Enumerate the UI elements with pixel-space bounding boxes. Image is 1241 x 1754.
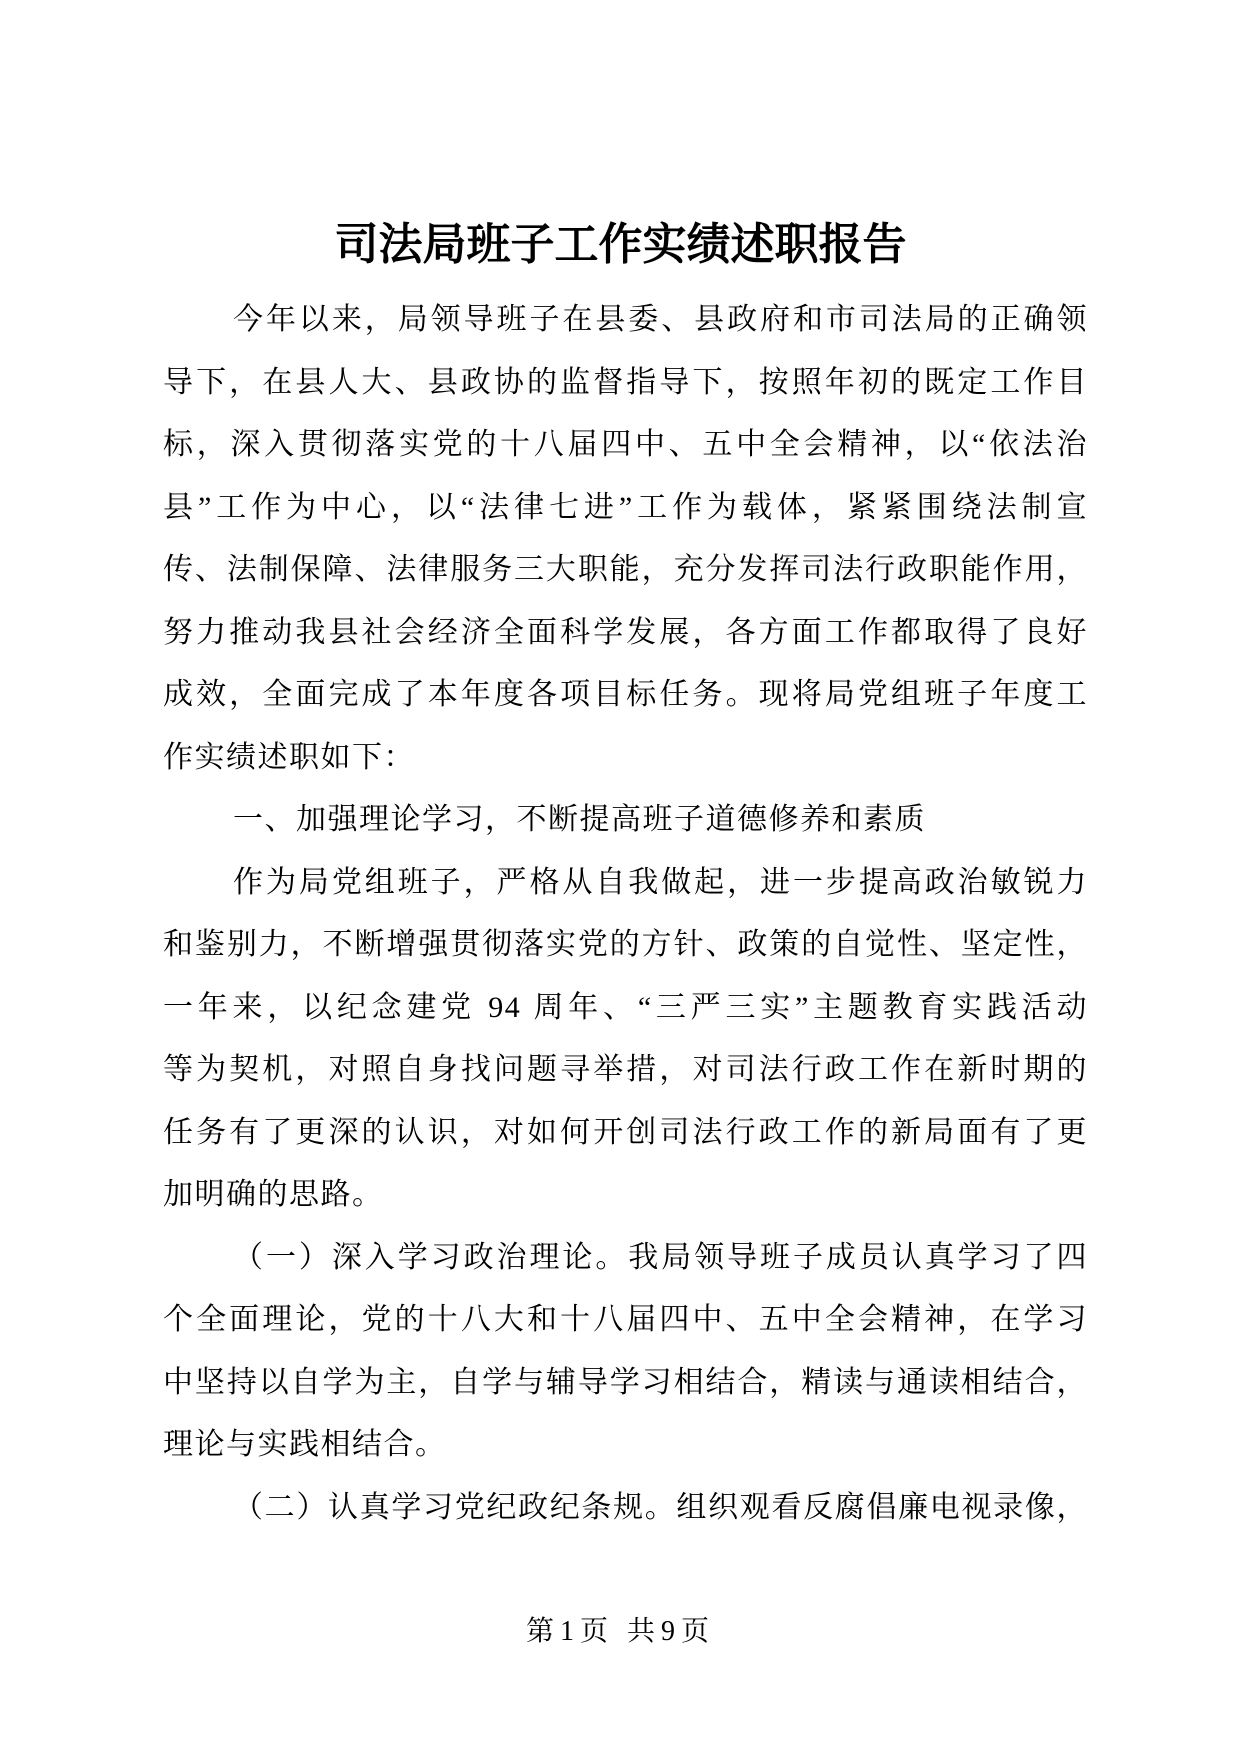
- body-line: 县”工作为中心，以“法律七进”工作为载体，紧紧围绕法制宣: [163, 490, 1088, 524]
- body-line: 个全面理论，党的十八大和十八届四中、五中全会精神，在学习: [163, 1303, 1088, 1336]
- body-line: 导下，在县人大、县政协的监督指导下，按照年初的既定工作目: [163, 365, 1088, 399]
- body-line: 传、法制保障、法律服务三大职能，充分发挥司法行政职能作用，: [163, 553, 1088, 586]
- body-line: 标，深入贯彻落实党的十八届四中、五中全会精神，以“依法治: [163, 428, 1088, 461]
- body-line: 作实绩述职如下：: [163, 740, 415, 774]
- document-title: 司法局班子工作实绩述职报告: [334, 220, 907, 269]
- body-line: 任务有了更深的认识，对如何开创司法行政工作的新局面有了更: [163, 1115, 1088, 1149]
- body-line: 一年来，以纪念建党 94 周年、“三严三实”主题教育实践活动: [163, 990, 1088, 1024]
- page-number: 第1页 共9页: [525, 1616, 715, 1647]
- document-body: [163, 289, 1088, 1539]
- body-line: （一）深入学习政治理论。我局领导班子成员认真学习了四: [233, 1240, 1088, 1274]
- body-line: 成效，全面完成了本年度各项目标任务。现将局党组班子年度工: [163, 678, 1088, 711]
- body-line: （二）认真学习党纪政纪条规。组织观看反腐倡廉电视录像，: [233, 1490, 1088, 1524]
- body-line: 作为局党组班子，严格从自我做起，进一步提高政治敏锐力: [233, 865, 1088, 899]
- page-footer: [0, 1612, 1241, 1652]
- body-line: 加明确的思路。: [163, 1178, 384, 1211]
- body-line: 中坚持以自学为主，自学与辅导学习相结合，精读与通读相结合，: [163, 1365, 1088, 1399]
- body-line: 一、加强理论学习，不断提高班子道德修养和素质: [233, 803, 926, 836]
- body-line: 和鉴别力，不断增强贯彻落实党的方针、政策的自觉性、坚定性，: [163, 928, 1088, 961]
- body-line: 今年以来，局领导班子在县委、县政府和市司法局的正确领: [233, 303, 1088, 336]
- body-line: 努力推动我县社会经济全面科学发展，各方面工作都取得了良好: [163, 615, 1088, 649]
- body-line: 理论与实践相结合。: [163, 1428, 447, 1461]
- body-line: 等为契机，对照自身找问题寻举措，对司法行政工作在新时期的: [163, 1053, 1088, 1086]
